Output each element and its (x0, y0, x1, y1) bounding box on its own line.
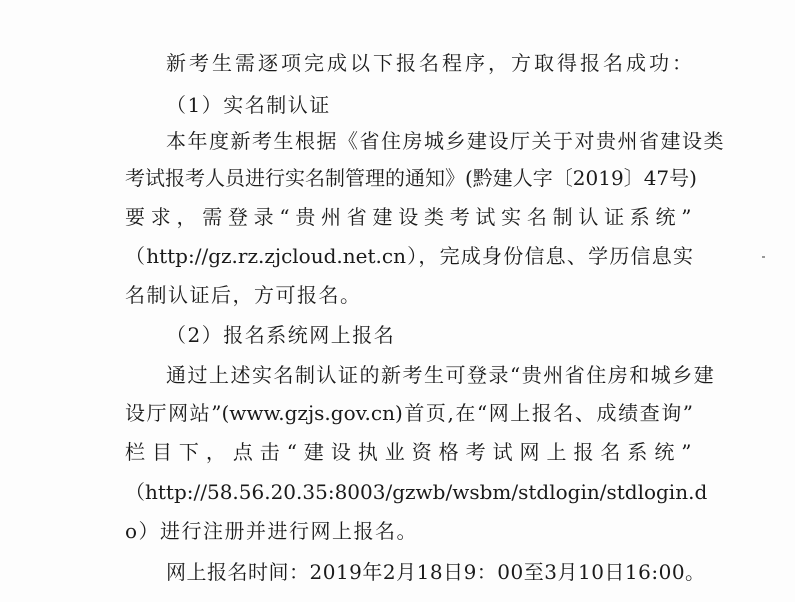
paragraph-line: 栏目下，点击“建设执业资格考试网上报名系统” (125, 440, 693, 464)
section-heading-online-registration: （2）报名系统网上报名 (166, 323, 396, 347)
paragraph-line: 考试报考人员进行实名制管理的通知》(黔建人字〔2019〕47号) (125, 166, 697, 190)
paragraph-line: 本年度新考生根据《省住房城乡建设厅关于对贵州省建设类 (166, 129, 725, 153)
registration-schedule: 网上报名时间：2019年2月18日9：00至3月10日16:00。 (166, 560, 706, 584)
scan-speck (762, 256, 765, 258)
paragraph-line: 名制认证后，方可报名。 (125, 283, 362, 307)
section-heading-real-name: （1）实名制认证 (166, 93, 331, 117)
paragraph-line: 通过上述实名制认证的新考生可登录“贵州省住房和城乡建 (166, 363, 716, 387)
paragraph-line: o）进行注册并进行网上报名。 (125, 519, 419, 543)
paragraph-line: 设厅网站”(www.gzjs.gov.cn)首页,在“网上报名、成绩查询” (125, 401, 693, 425)
paragraph-line: 要求，需登录“贵州省建设类考试实名制认证系统” (125, 205, 693, 229)
paragraph-line: （http://gz.rz.zjcloud.net.cn），完成身份信息、学历信息实 (125, 244, 693, 268)
paragraph-line: （http://58.56.20.35:8003/gzwb/wsbm/stdlogin/stdlogin.d (125, 480, 708, 504)
intro-paragraph: 新考生需逐项完成以下报名程序，方取得报名成功： (166, 51, 695, 75)
